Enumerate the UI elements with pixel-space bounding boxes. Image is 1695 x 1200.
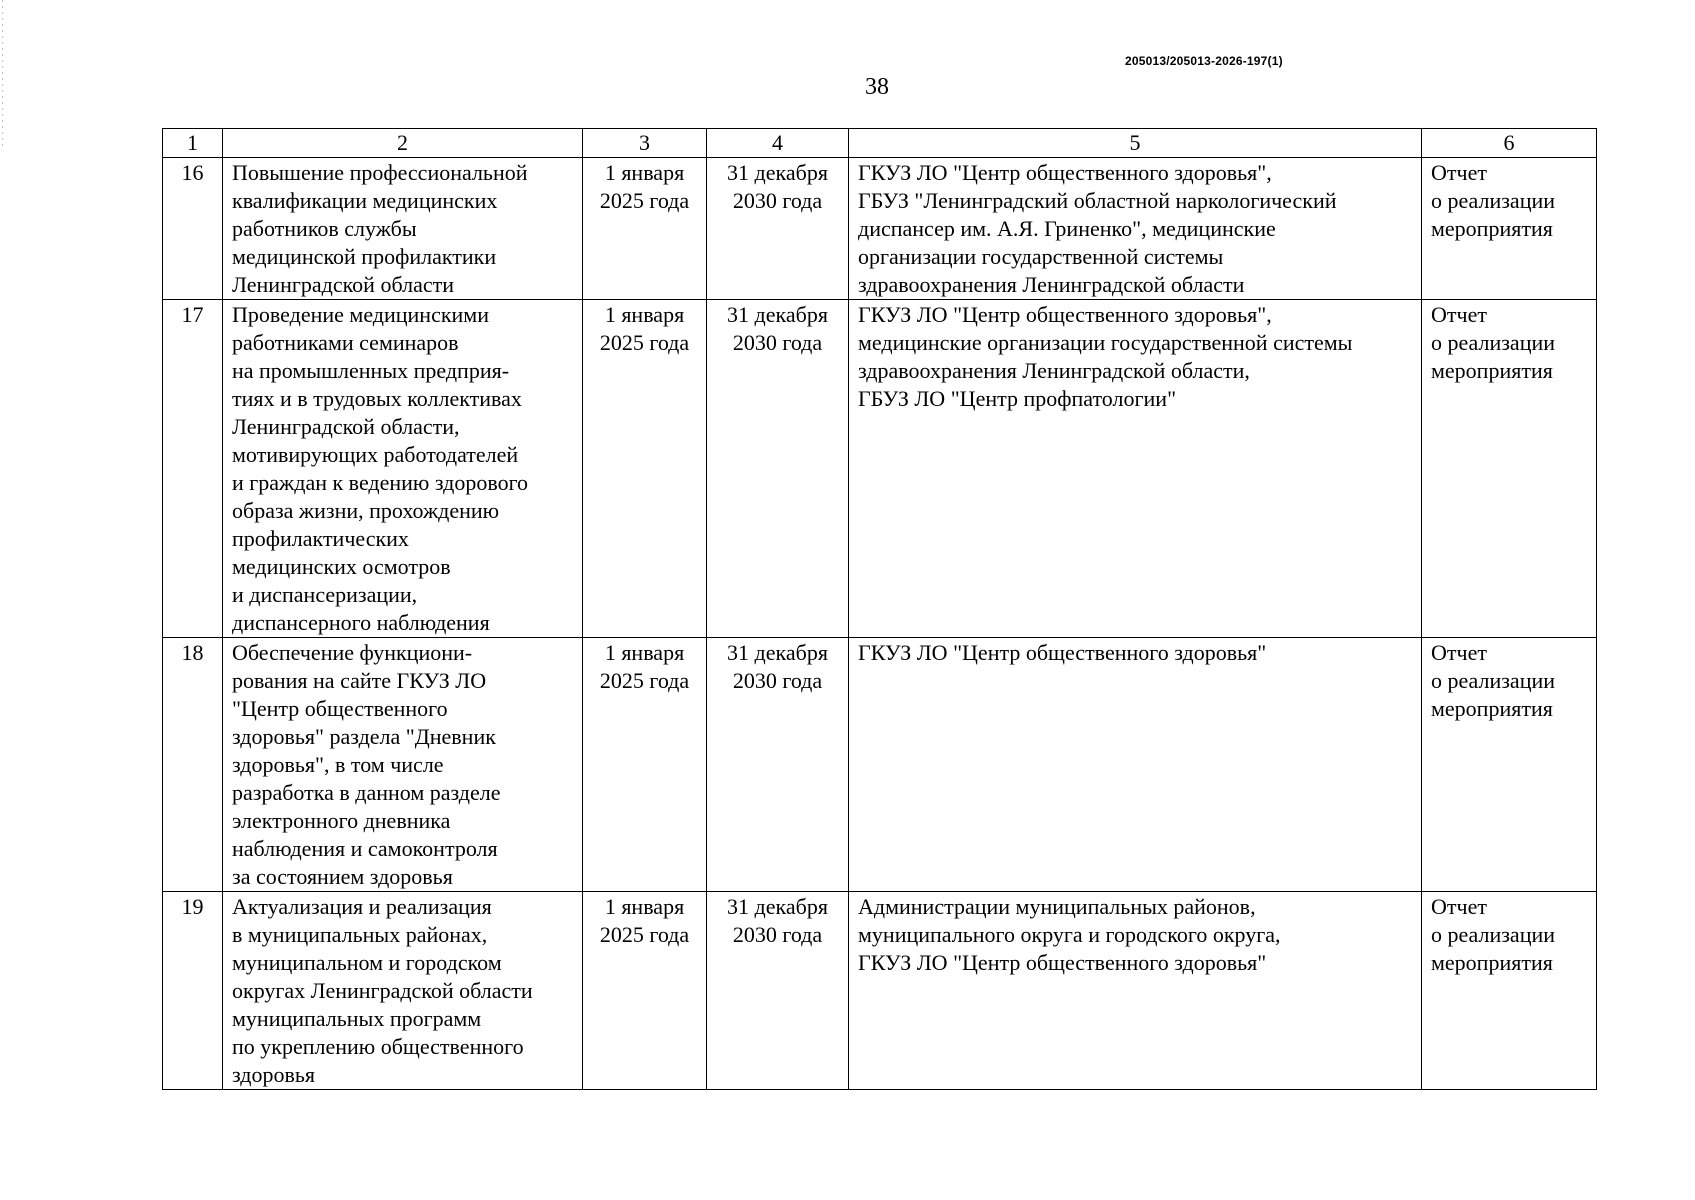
activity-text: Обеспечение функциони- рования на сайте ГКУЗ ЛО "Центр общественного здоровья" раздела "Дневник здоровья", в том числе разработка в данном разделе электронного дневника наблюдения и самоконтроля за состоянием здоровья	[232, 640, 501, 889]
activity-text: Повышение профессиональной квалификации медицинских работников службы медицинской профилактики Ленинградской области	[232, 160, 528, 297]
table-row	[163, 892, 1597, 1090]
start-date-cell	[583, 158, 707, 300]
result-text: Отчет о реализации мероприятия	[1431, 302, 1556, 383]
end-date-cell	[707, 892, 849, 1090]
start-date-text: 1 января 2025 года	[599, 640, 690, 693]
activity-cell	[223, 638, 583, 892]
result-text: Отчет о реализации мероприятия	[1431, 894, 1556, 975]
end-date-cell	[707, 158, 849, 300]
executors-text: ГКУЗ ЛО "Центр общественного здоровья"	[858, 640, 1267, 665]
start-date-cell	[583, 892, 707, 1090]
column-number-4: 4	[707, 129, 849, 158]
activity-text: Актуализация и реализация в муниципальных районах, муниципальном и городском округах Ленинградской области муниципальных программ по укреплению общественного здоровья	[232, 894, 533, 1087]
result-text: Отчет о реализации мероприятия	[1431, 640, 1556, 721]
executors-cell	[849, 892, 1422, 1090]
result-cell	[1422, 300, 1597, 638]
start-date-text: 1 января 2025 года	[599, 160, 690, 213]
executors-text: ГКУЗ ЛО "Центр общественного здоровья", медицинские организации государственной системы здравоохранения Ленинградской области, ГБУЗ ЛО "Центр профпатологии"	[858, 302, 1353, 411]
end-date-cell	[707, 300, 849, 638]
end-date-text: 31 декабря 2030 года	[727, 302, 828, 355]
end-date-text: 31 декабря 2030 года	[727, 160, 828, 213]
column-number-5: 5	[849, 129, 1422, 158]
start-date-text: 1 января 2025 года	[599, 894, 690, 947]
table-row	[163, 158, 1597, 300]
activity-cell	[223, 300, 583, 638]
end-date-cell	[707, 638, 849, 892]
column-number-3: 3	[583, 129, 707, 158]
column-number-row	[163, 129, 1597, 158]
start-date-text: 1 января 2025 года	[599, 302, 690, 355]
row-number: 19	[163, 892, 223, 1090]
column-number-6: 6	[1422, 129, 1597, 158]
row-number: 16	[163, 158, 223, 300]
result-cell	[1422, 892, 1597, 1090]
scan-edge-mark	[2, 0, 3, 150]
executors-cell	[849, 158, 1422, 300]
table-row	[163, 300, 1597, 638]
column-number-1: 1	[163, 129, 223, 158]
activities-table	[162, 128, 1597, 1090]
start-date-cell	[583, 300, 707, 638]
activity-text: Проведение медицинскими работниками семинаров на промышленных предприя- тиях и в трудовых коллективах Ленинградской области, мотивирующих работодателей и граждан к ведению здорового образа жизни, прохождению профилактических медицинских осмотров и диспансеризации, диспансерного наблюдения	[232, 302, 529, 635]
end-date-text: 31 декабря 2030 года	[727, 640, 828, 693]
end-date-text: 31 декабря 2030 года	[727, 894, 828, 947]
activity-cell	[223, 158, 583, 300]
executors-cell	[849, 638, 1422, 892]
executors-text: ГКУЗ ЛО "Центр общественного здоровья", ГБУЗ "Ленинградский областной наркологический диспансер им. А.Я. Гриненко", медицинские организации государственной системы здравоохранения Ленинградской области	[858, 160, 1337, 297]
result-text: Отчет о реализации мероприятия	[1431, 160, 1556, 241]
result-cell	[1422, 638, 1597, 892]
row-number: 18	[163, 638, 223, 892]
executors-cell	[849, 300, 1422, 638]
start-date-cell	[583, 638, 707, 892]
column-number-2: 2	[223, 129, 583, 158]
table-row	[163, 638, 1597, 892]
executors-text: Администрации муниципальных районов, муниципального округа и городского округа, ГКУЗ ЛО "Центр общественного здоровья"	[858, 894, 1281, 975]
page-number: 38	[865, 74, 889, 100]
row-number: 17	[163, 300, 223, 638]
activity-cell	[223, 892, 583, 1090]
result-cell	[1422, 158, 1597, 300]
document-id: 205013/205013-2026-197(1)	[1125, 54, 1283, 68]
